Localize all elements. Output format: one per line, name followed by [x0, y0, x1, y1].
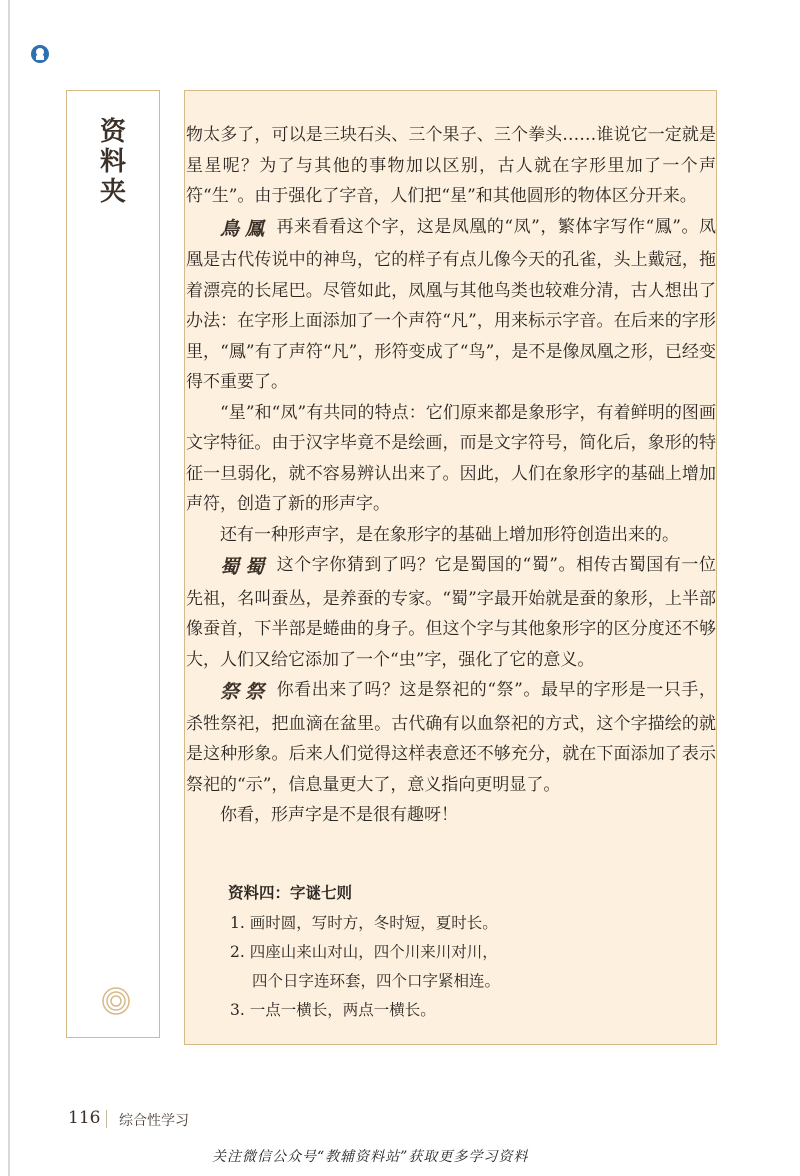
paragraph: [186, 212, 716, 398]
ancient-glyph: 鳳: [245, 217, 265, 240]
page-number: 116: [68, 1108, 101, 1128]
paragraph: 还有一种形声字，是在象形字的基础上增加形符创造出来的。: [220, 524, 679, 545]
sidebar-title-char: 夹: [99, 177, 126, 207]
riddle-item-continued: 四个日字连环套，四个口字紧相连。: [252, 972, 501, 990]
riddle-section: [228, 878, 688, 1025]
section-heading: 资料四：字谜七则: [228, 883, 353, 902]
watermark-text: 关注微信公众号“教辅资料站”获取更多学习资料: [212, 1149, 529, 1165]
ancient-glyph-feng: [220, 215, 270, 246]
ancient-glyph: 祭: [245, 681, 265, 703]
paragraph-text: 你看出来了吗？这是祭祀的“祭”。最早的字形是一只手，杀牲祭祀，把血滴在盆里。古代确有以血祭祀的方式，这个字描绘的就是这种形象。后来人们觉得这样表意还不够充分，就在下面添加了表示祭祀的“示”，信息量更大了，意义指向更明显了。: [186, 680, 716, 795]
article-body: [186, 120, 716, 831]
paragraph: “星”和“凤”有共同的特点：它们原来都是象形字，有着鲜明的图画文字特征。由于汉字毕竟不是绘画，而是文字符号，简化后，象形的特征一旦弱化，就不容易辨认出来了。因此，人们在象形字的基础上增加声符，创造了新的形声字。: [186, 402, 716, 514]
paragraph: 你看，形声字是不是很有趣呀！: [220, 805, 458, 825]
paragraph: [186, 550, 716, 675]
sidebar-title-char: 料: [99, 147, 126, 177]
sidebar-title: [95, 117, 131, 207]
sidebar-panel: [66, 90, 160, 1038]
footer-divider: [106, 1110, 107, 1128]
ancient-glyph: 蜀: [220, 556, 240, 578]
paragraph: [186, 675, 716, 800]
ancient-glyph-shu: [220, 553, 270, 584]
paragraph-text: 这个字你猜到了吗？它是蜀国的“蜀”。相传古蜀国有一位先祖，名叫蚕丛，是养蚕的专家。“蜀”字最开始就是蚕的象形，上半部像蚕首，下半部是蜷曲的身子。但这个字与其他象形字的区分度还不够大，人们又给它添加了一个“虫”字，强化了它的意义。: [186, 555, 716, 670]
sidebar-title-char: 资: [99, 117, 126, 147]
ancient-glyph: 祭: [220, 681, 240, 703]
ancient-glyph: 鳥: [220, 217, 240, 240]
ancient-glyph: 蜀: [245, 556, 265, 578]
ancient-glyph-ji: [220, 678, 270, 709]
page-edge-rule: [8, 0, 10, 1176]
chapter-label: 综合性学习: [119, 1113, 189, 1129]
paragraph-text: 再来看看这个字，这是凤凰的“凤”，繁体字写作“鳳”。凤凰是古代传说中的神鸟，它的样子有点儿像今天的孔雀，头上戴冠，拖着漂亮的长尾巴。尽管如此，凤凰与其他鸟类也较难分清，古人想出了办法：在字形上面添加了一个声符“凡”，用来标示字音。在后来的字形里，“鳳”有了声符“凡”，形符变成了“鸟”，是不是像凤凰之形，已经变得不重要了。: [186, 216, 716, 392]
paragraph: 物太多了，可以是三块石头、三个果子、三个拳头……谁说它一定就是星星呢？为了与其他的事物加以区别，古人就在字形里加了一个声符“生”。由于强化了字音，人们把“星”和其他圆形的物体区分开来。: [186, 125, 716, 206]
riddle-item: 3. 一点一横长，两点一横长。: [230, 1001, 436, 1019]
riddle-item: 2. 四座山来山对山，四个川来川对川，: [230, 943, 498, 961]
riddle-item: 1. 画时圆，写时方，冬时短，夏时长。: [230, 914, 498, 932]
concentric-circle-icon: [101, 986, 131, 1016]
user-icon[interactable]: [31, 45, 49, 63]
